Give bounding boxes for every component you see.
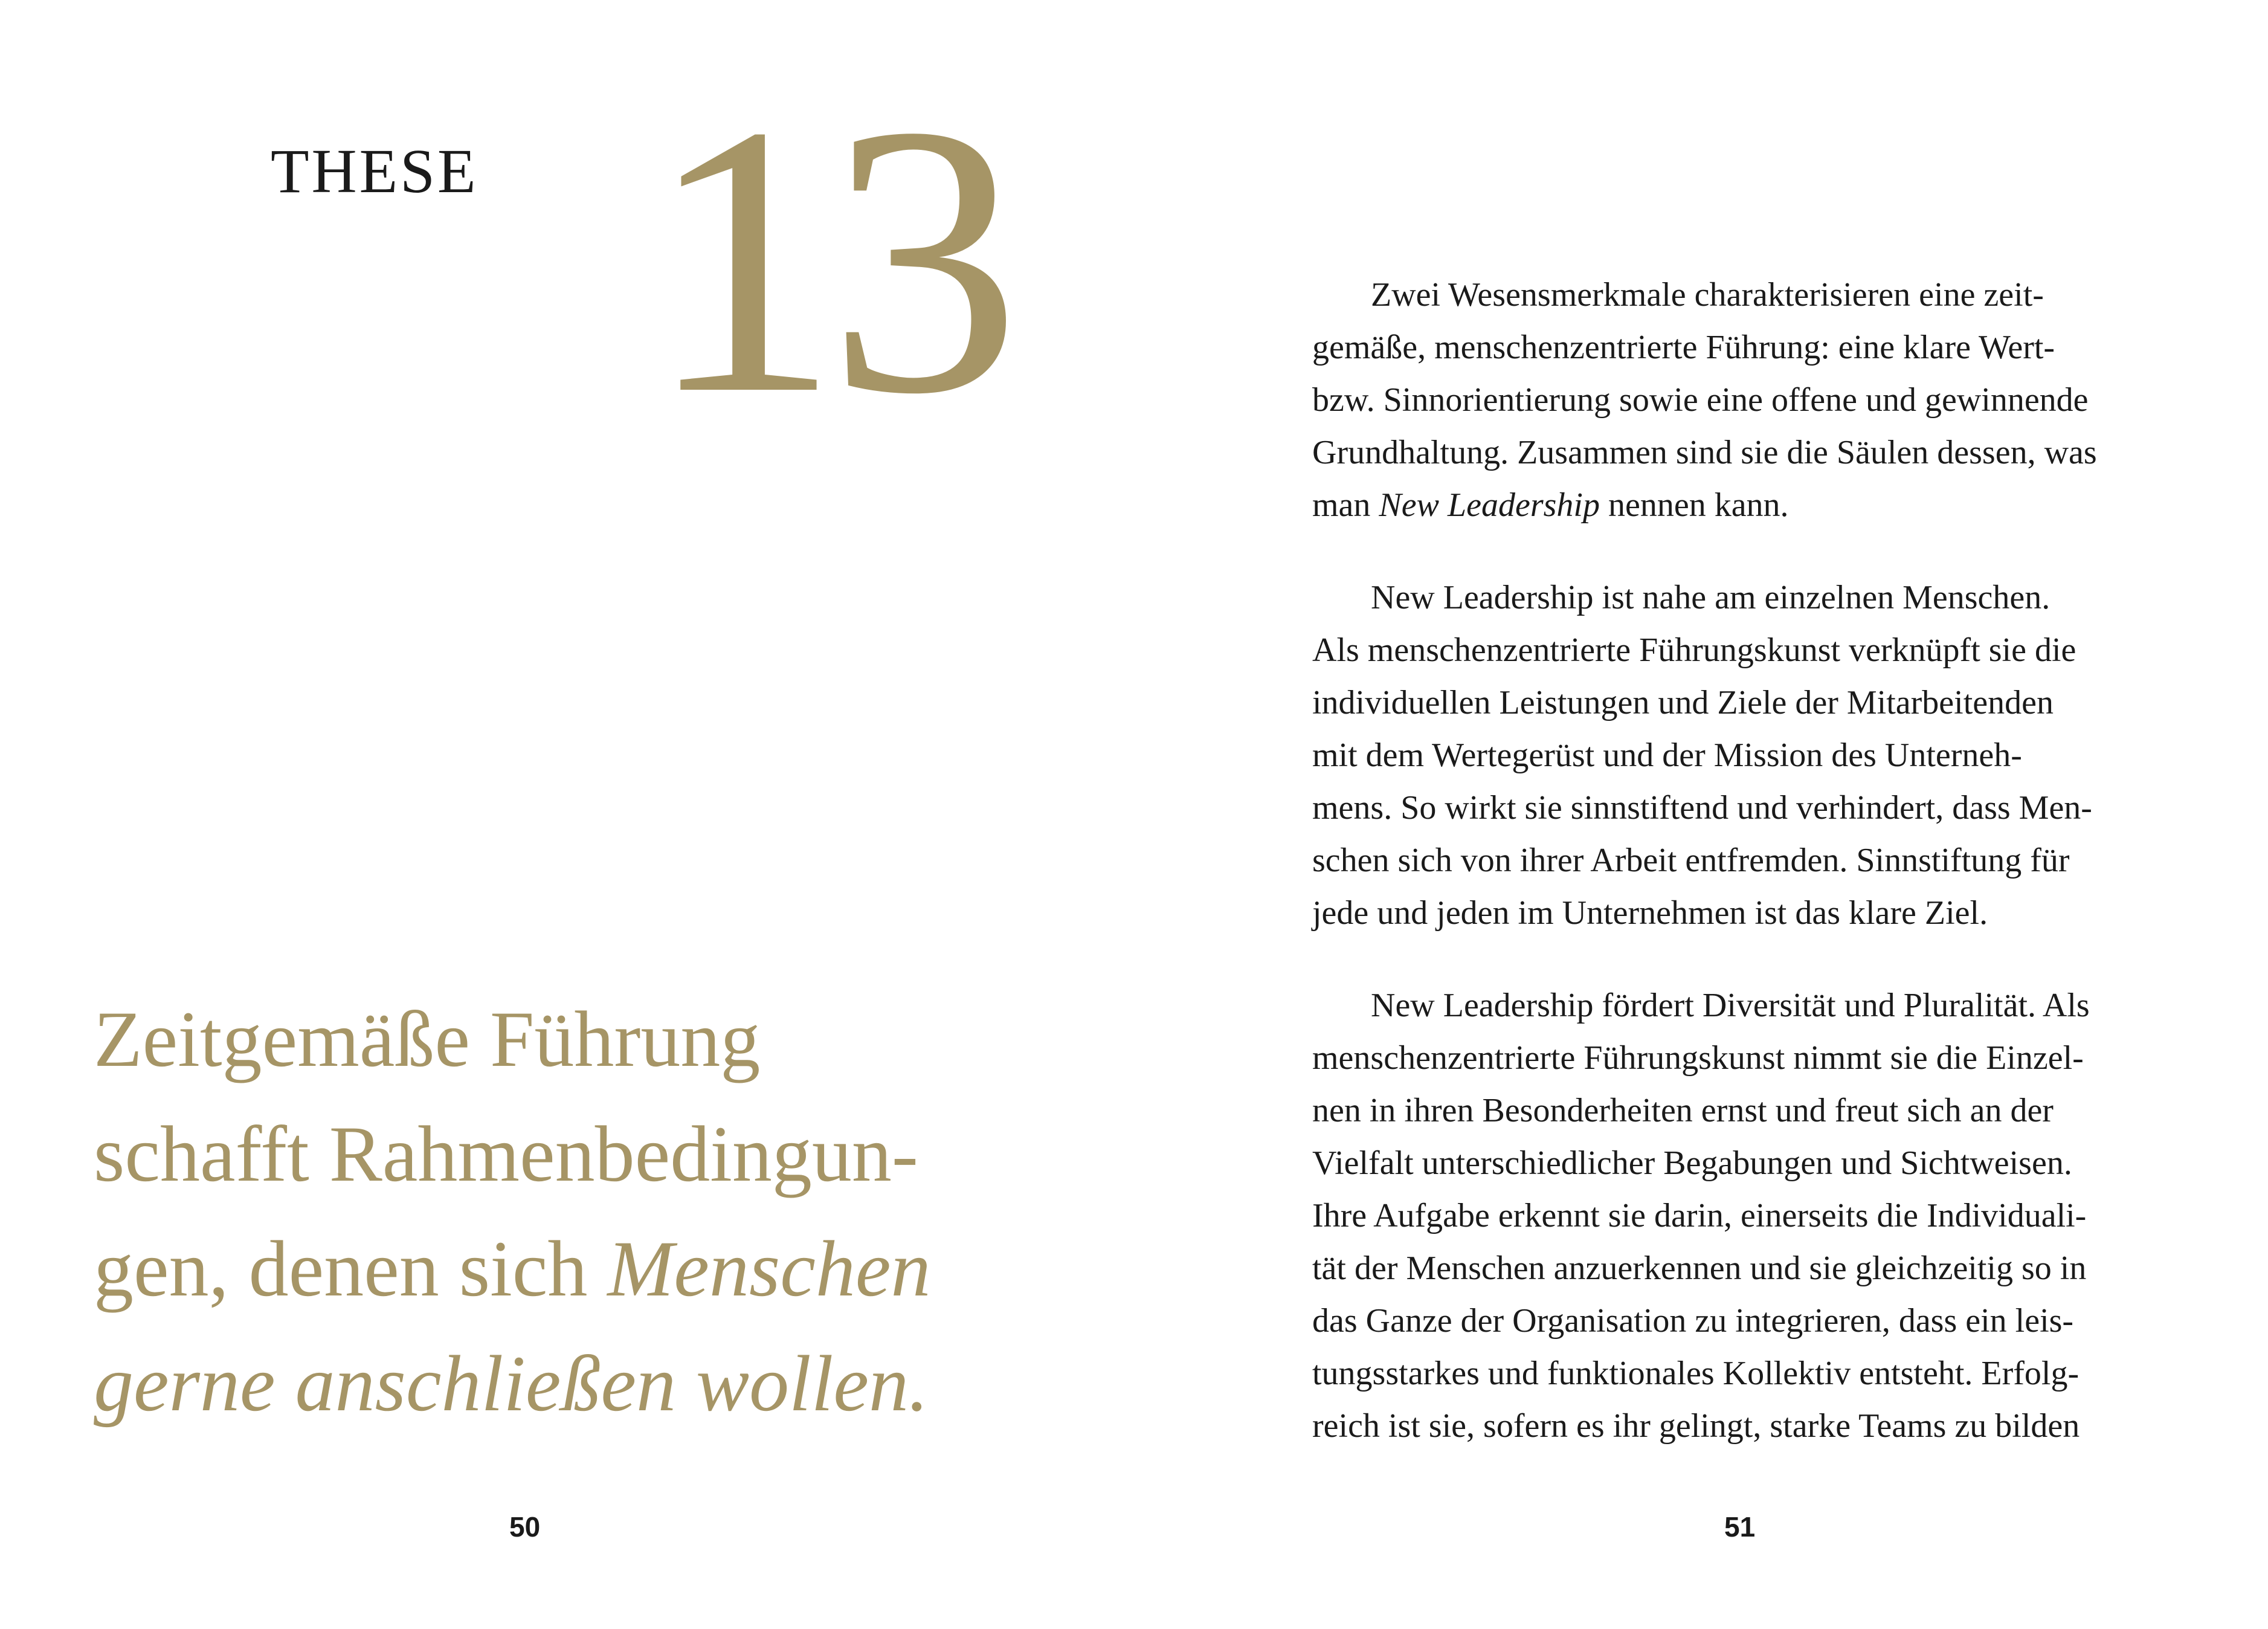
right-page <box>1134 0 2268 1629</box>
text-line: individuellen Leistungen und Ziele der Mitarbeitenden <box>1312 684 2054 721</box>
text-line: nen in ihren Besonderheiten ernst und freut sich an der <box>1312 1092 2054 1129</box>
text-line: New Leadership ist nahe am einzelnen Menschen. <box>1371 579 2051 616</box>
text-line: mit dem Wertegerüst und der Mission des Unterneh- <box>1312 737 2022 774</box>
text-line: tungsstarkes und funktionales Kollektiv entsteht. Erfolg- <box>1312 1355 2080 1392</box>
thesis-line-1: Zeitgemäße Führung <box>94 995 761 1083</box>
text-line: mens. So wirkt sie sinnstiftend und verhindert, dass Men- <box>1312 789 2092 827</box>
thesis-statement <box>94 982 1000 1441</box>
thesis-line-3 <box>94 1211 1000 1326</box>
text-line: gemäße, menschenzentrierte Führung: eine klare Wert- <box>1312 329 2055 366</box>
text-line: reich ist sie, sofern es ihr gelingt, starke Teams zu bilden <box>1312 1407 2080 1445</box>
body-text <box>1312 269 2116 1492</box>
text-line: Ihre Aufgabe erkennt sie darin, einerseits die Individuali- <box>1312 1197 2087 1234</box>
text-line: bzw. Sinnorientierung sowie eine offene und gewinnende <box>1312 381 2089 419</box>
text-line: das Ganze der Organisation zu integrieren, dass ein leis- <box>1312 1302 2074 1340</box>
paragraph-1 <box>1312 269 2116 532</box>
thesis-line-3-regular: gen, denen sich <box>94 1224 608 1313</box>
thesis-line-3-italic: Menschen <box>607 1224 931 1313</box>
text-line: Als menschenzentrierte Führungskunst verknüpft sie die <box>1312 631 2076 669</box>
these-label: THESE <box>271 137 478 206</box>
text-line-suffix: nennen kann. <box>1599 486 1789 524</box>
paragraph-3 <box>1312 979 2116 1453</box>
text-line: Zwei Wesensmerkmale charakterisieren eine zeit- <box>1371 276 2044 314</box>
thesis-line-4: gerne anschließen wollen. <box>94 1339 929 1428</box>
text-line: Vielfalt unterschiedlicher Begabungen und Sichtweisen. <box>1312 1144 2072 1182</box>
text-line: jede und jeden im Unternehmen ist das klare Ziel. <box>1312 894 1988 932</box>
text-line-prefix: man <box>1312 486 1379 524</box>
paragraph-2 <box>1312 572 2116 940</box>
thesis-line-2: schafft Rahmenbedingun- <box>94 1109 918 1198</box>
text-line <box>1312 479 2116 532</box>
text-line: tät der Menschen anzuerkennen und sie gleichzeitig so in <box>1312 1250 2087 1287</box>
new-leadership-italic: New Leadership <box>1379 486 1600 524</box>
text-line: New Leadership fördert Diversität und Pluralität. Als <box>1371 987 2090 1024</box>
text-line: schen sich von ihrer Arbeit entfremden. Sinnstiftung für <box>1312 842 2070 879</box>
page-number-right: 51 <box>1724 1511 1756 1543</box>
text-line: menschenzentrierte Führungskunst nimmt sie die Einzel- <box>1312 1039 2084 1077</box>
text-line: Grundhaltung. Zusammen sind sie die Säulen dessen, was <box>1312 434 2097 471</box>
these-number: 13 <box>646 46 1009 474</box>
page-number-left: 50 <box>509 1511 541 1543</box>
